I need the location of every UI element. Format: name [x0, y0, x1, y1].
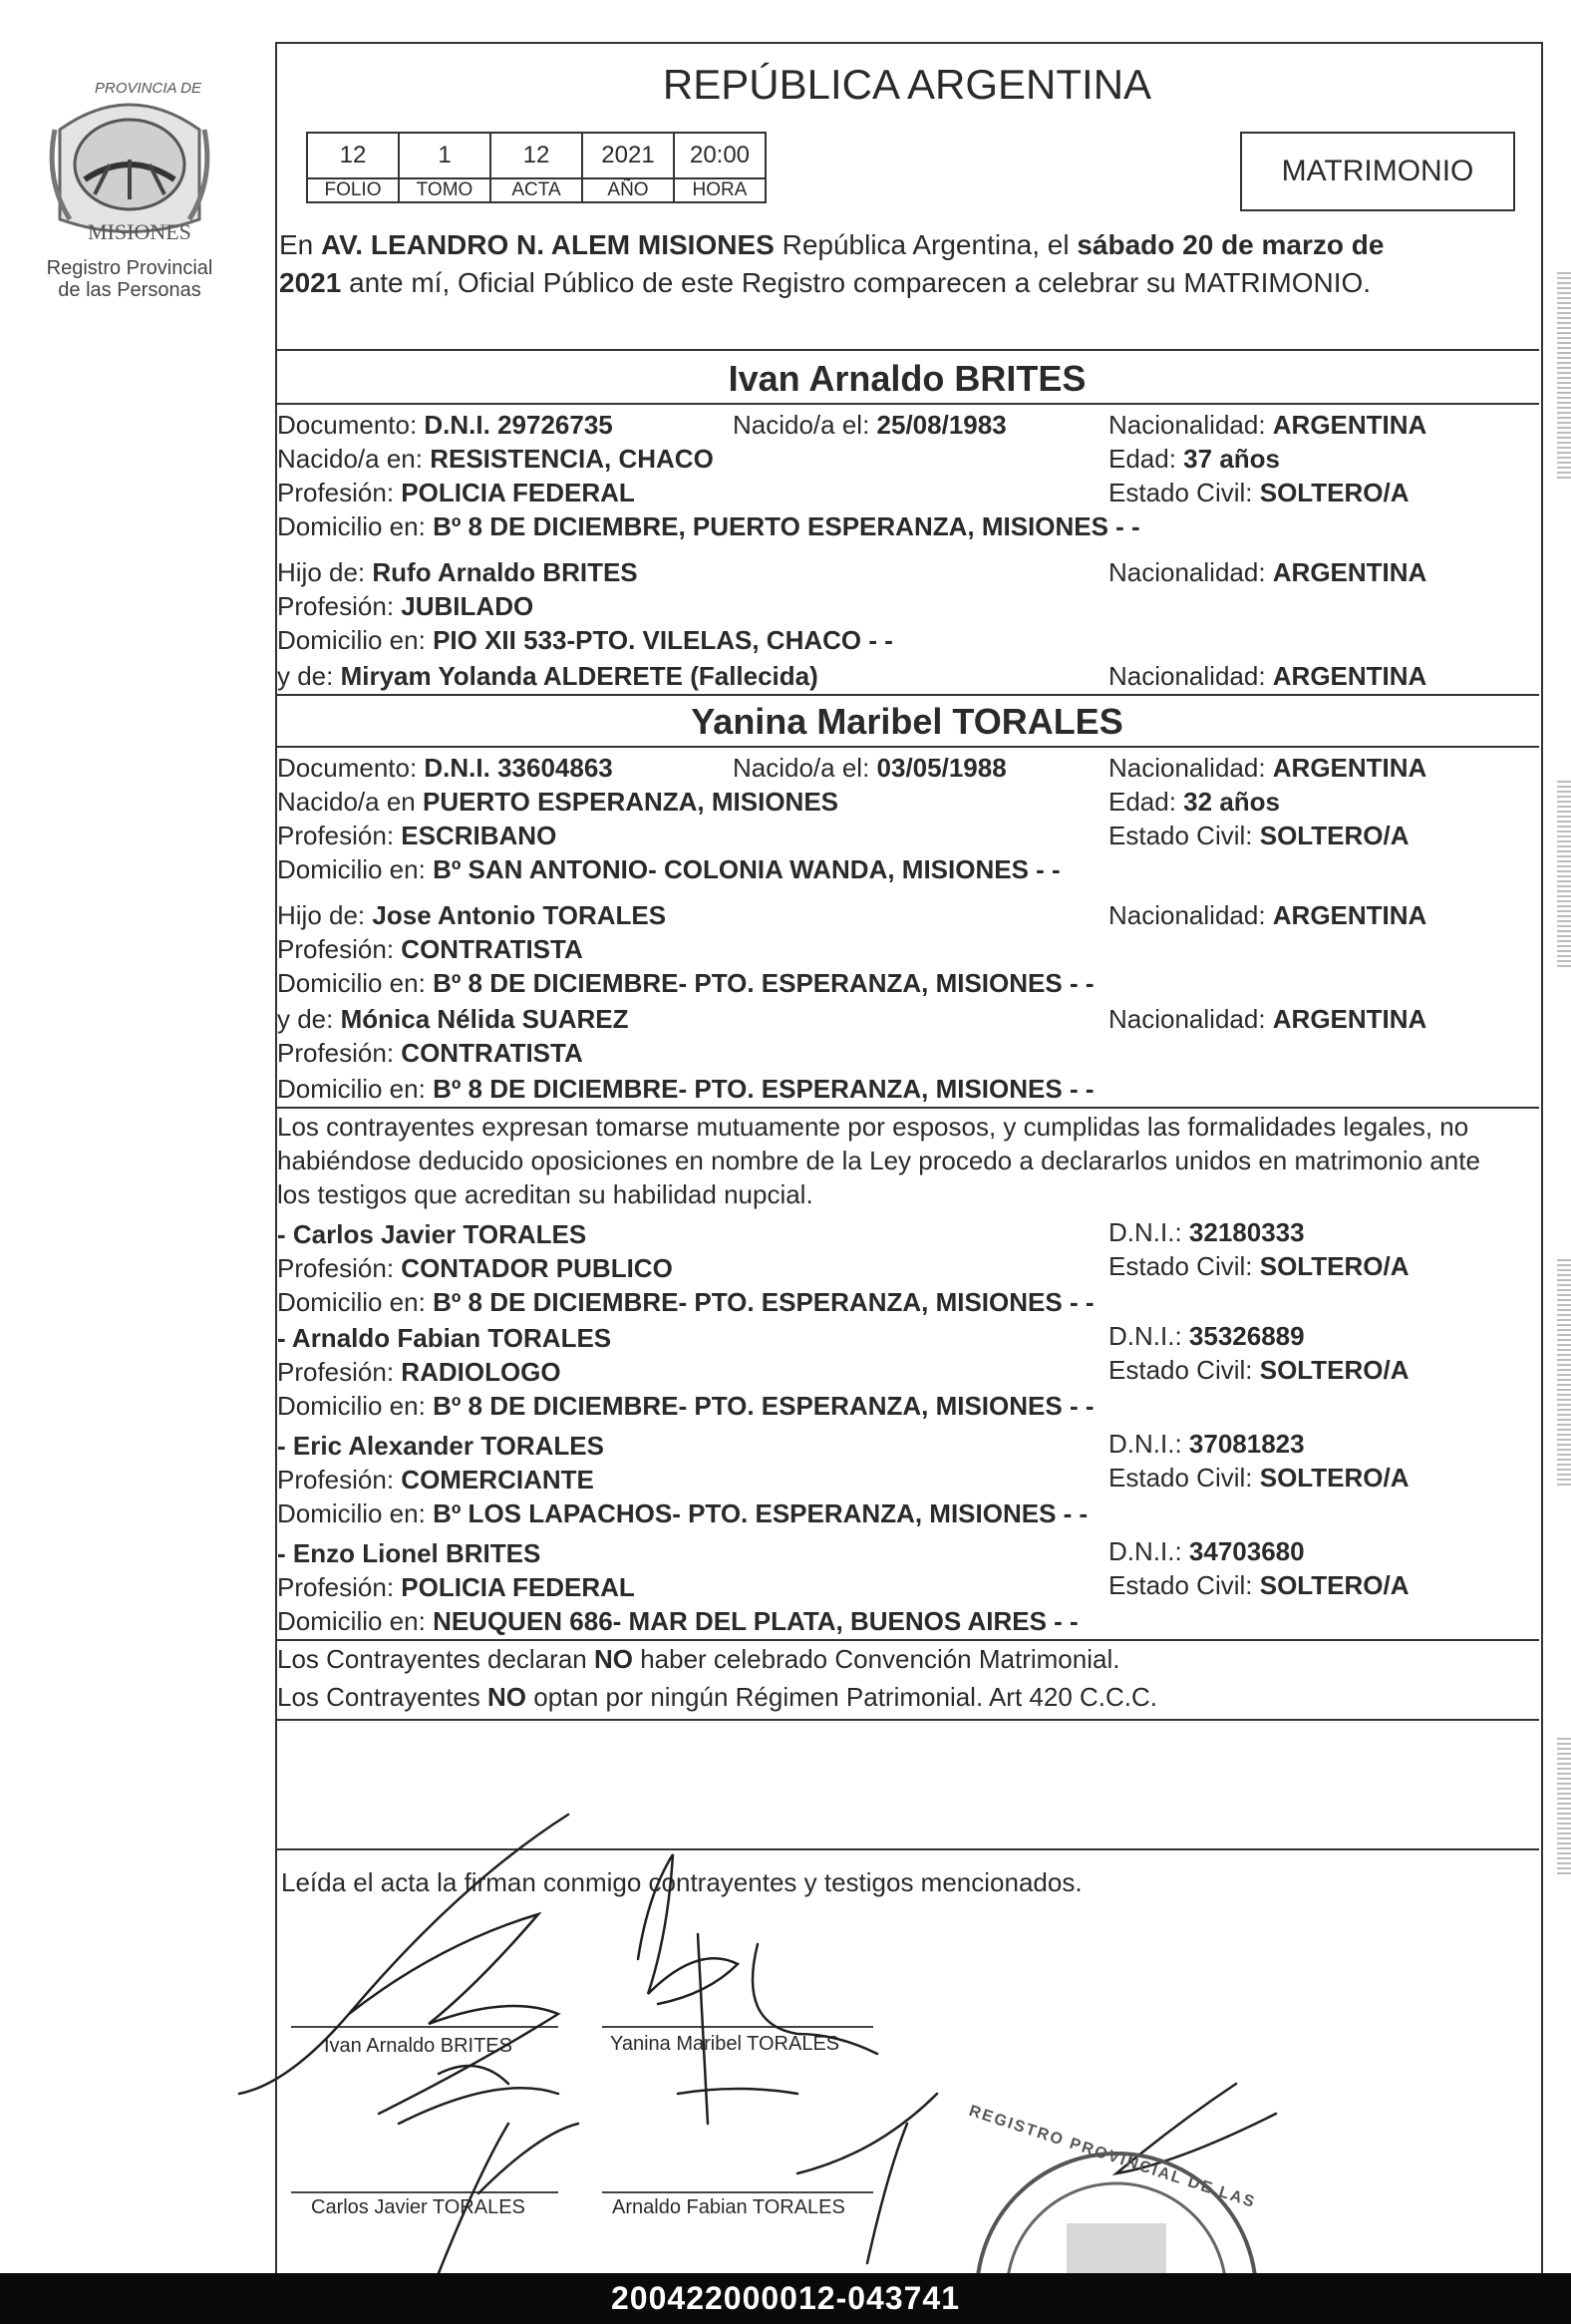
bride-civil-status: [1108, 820, 1409, 851]
label: Domicilio en:: [277, 1287, 434, 1317]
bride-birthdate: [733, 752, 1007, 784]
bride-profession-value: ESCRIBANO: [401, 821, 557, 850]
groom-age-value: 37 años: [1183, 444, 1280, 474]
tomo-label: TOMO: [399, 178, 490, 202]
groom-birthplace: [277, 443, 714, 475]
label: Domicilio en:: [277, 854, 434, 884]
groom-profession-value: POLICIA FEDERAL: [401, 478, 635, 507]
bride-nationality: [1108, 752, 1426, 784]
groom-nationality: [1108, 409, 1426, 441]
label: Estado Civil:: [1108, 478, 1260, 507]
witness-1-profession-value: CONTADOR PUBLICO: [401, 1253, 673, 1283]
scan-artifact: [1557, 1735, 1571, 1874]
label: Hijo de:: [277, 900, 373, 930]
intro-text-3: ante mí, Oficial Público de este Registro comparecen a celebrar su MATRIMONIO.: [341, 267, 1372, 298]
bride-mother-address: [277, 1073, 1094, 1105]
bride-age-value: 32 años: [1183, 787, 1280, 817]
witness-2-profession-value: RADIOLOGO: [401, 1357, 561, 1387]
label: Estado Civil:: [1108, 821, 1260, 850]
hour-label: HORA: [674, 178, 766, 202]
label: Estado Civil:: [1108, 1463, 1260, 1493]
bride-father-nationality-value: ARGENTINA: [1272, 900, 1427, 930]
negation: NO: [593, 1644, 633, 1674]
bride-father-profession-value: CONTRATISTA: [401, 934, 583, 964]
label: Nacionalidad:: [1108, 1004, 1273, 1034]
label: Nacido/a en:: [277, 444, 431, 474]
groom-dni: D.N.I. 29726735: [424, 410, 613, 440]
witness-4-name: - Enzo Lionel BRITES: [277, 1538, 541, 1568]
witness-3-address: [277, 1497, 1088, 1529]
witness-4-civil: [1108, 1569, 1409, 1601]
witness-2-profession: [277, 1356, 561, 1388]
groom-address-value: Bº 8 DE DICIEMBRE, PUERTO ESPERANZA, MISIONES - -: [433, 511, 1140, 541]
hour-value: 20:00: [674, 133, 766, 178]
groom-birthdate-value: 25/08/1983: [876, 410, 1007, 440]
label: y de:: [277, 661, 341, 691]
intro-text-1: En: [279, 229, 322, 260]
scan-artifact: [1557, 1256, 1571, 1486]
registry-meta-table: [306, 132, 767, 203]
bride-name-heading: Yanina Maribel TORALES: [691, 701, 1123, 742]
label: Nacionalidad:: [1108, 661, 1273, 691]
label: Estado Civil:: [1108, 1251, 1260, 1281]
label: Profesión:: [277, 934, 402, 964]
witness-4-profession: [277, 1571, 635, 1603]
bride-birthplace: [277, 786, 838, 818]
groom-age: [1108, 443, 1280, 475]
divider-groom-top: [275, 349, 1539, 351]
groom-father-address-value: PIO XII 533-PTO. VILELAS, CHACO - -: [433, 625, 893, 655]
record-type-box: [1240, 132, 1515, 211]
bride-birthplace-value: PUERTO ESPERANZA, MISIONES: [422, 787, 839, 817]
label: Nacionalidad:: [1108, 557, 1273, 587]
label: Edad:: [1108, 444, 1184, 474]
ceremony-date: sábado 20 de marzo de: [1077, 229, 1385, 260]
groom-name-heading: Ivan Arnaldo BRITES: [728, 358, 1087, 399]
label: Domicilio en:: [277, 1391, 434, 1421]
divider-bride-top: [275, 694, 1539, 696]
text: optan por ningún Régimen Patrimonial. Art 420 C.C.C.: [526, 1682, 1158, 1712]
label: Domicilio en:: [277, 1074, 434, 1104]
folio-label: FOLIO: [307, 178, 399, 202]
declaration-line-2: habiéndose deducido oposiciones en nombre de la Ley procedo a declararlos unidos en matrimonio ante: [277, 1146, 1480, 1175]
witness-4-dni: [1108, 1535, 1305, 1567]
label: D.N.I.:: [1108, 1217, 1189, 1247]
groom-nationality-value: ARGENTINA: [1272, 410, 1427, 440]
witness-3-name: - Eric Alexander TORALES: [277, 1431, 604, 1461]
groom-profession: [277, 477, 635, 508]
label: Profesión:: [277, 1465, 402, 1494]
groom-father-address: [277, 624, 893, 656]
bride-dni: D.N.I. 33604863: [424, 753, 613, 783]
signature-name-groom: Ivan Arnaldo BRITES: [324, 2035, 512, 2057]
declaration-line-3: los testigos que acreditan su habilidad nupcial.: [277, 1179, 813, 1209]
groom-mother-nationality-value: ARGENTINA: [1272, 661, 1427, 691]
groom-civil-value: SOLTERO/A: [1259, 478, 1410, 507]
bride-mother-nationality: [1108, 1003, 1426, 1035]
bride-father-address-value: Bº 8 DE DICIEMBRE- PTO. ESPERANZA, MISIONES - -: [433, 968, 1095, 998]
bride-mother-profession-value: CONTRATISTA: [401, 1038, 583, 1068]
witness-1-address-value: Bº 8 DE DICIEMBRE- PTO. ESPERANZA, MISIONES - -: [433, 1287, 1095, 1317]
witness-3-dni-value: 37081823: [1188, 1429, 1305, 1459]
label: Nacionalidad:: [1108, 410, 1273, 440]
scan-artifact: [1557, 778, 1571, 967]
witness-2-civil: [1108, 1354, 1409, 1386]
bride-mother-nationality-value: ARGENTINA: [1272, 1004, 1427, 1034]
divider-convention-bottom: [275, 1719, 1539, 1721]
label: Profesión:: [277, 1038, 402, 1068]
label: Profesión:: [277, 478, 402, 507]
groom-civil-status: [1108, 477, 1409, 508]
groom-document: [277, 409, 613, 441]
folio-value: 12: [307, 133, 399, 178]
label: Documento:: [277, 753, 425, 783]
bride-mother-address-value: Bº 8 DE DICIEMBRE- PTO. ESPERANZA, MISIONES - -: [433, 1074, 1095, 1104]
signature-name-witness-2: Arnaldo Fabian TORALES: [612, 2196, 845, 2218]
witness-4-address: [277, 1605, 1079, 1637]
bride-father: [277, 899, 666, 931]
label: Nacionalidad:: [1108, 900, 1273, 930]
bride-profession: [277, 820, 556, 851]
groom-father-profession: [277, 590, 533, 622]
label: Nacionalidad:: [1108, 753, 1273, 783]
text: haber celebrado Convención Matrimonial.: [632, 1644, 1120, 1674]
province-seal: [40, 70, 219, 249]
signature-name-bride: Yanina Maribel TORALES: [610, 2033, 840, 2055]
witness-3-profession-value: COMERCIANTE: [401, 1465, 594, 1494]
label: Domicilio en:: [277, 511, 434, 541]
year-label: AÑO: [582, 178, 674, 202]
witness-2-address-value: Bº 8 DE DICIEMBRE- PTO. ESPERANZA, MISIONES - -: [433, 1391, 1095, 1421]
year-value: 2021: [582, 133, 674, 178]
witness-1-dni: [1108, 1216, 1305, 1248]
registry-label: [20, 257, 239, 301]
tomo-value: 1: [399, 133, 490, 178]
scan-artifact: [1557, 269, 1571, 479]
text: Los Contrayentes: [277, 1682, 488, 1712]
witness-2-dni: [1108, 1320, 1305, 1352]
label: Domicilio en:: [277, 1498, 434, 1528]
label: Hijo de:: [277, 557, 373, 587]
bride-civil-value: SOLTERO/A: [1259, 821, 1410, 850]
bride-nationality-value: ARGENTINA: [1272, 753, 1427, 783]
witness-4-dni-value: 34703680: [1188, 1536, 1305, 1566]
divider-convention: [275, 1639, 1539, 1641]
intro-text-2: República Argentina, el: [774, 229, 1078, 260]
witness-1-civil-value: SOLTERO/A: [1259, 1251, 1410, 1281]
ceremony-year: 2021: [279, 267, 342, 298]
intro-line-1: [279, 227, 1384, 263]
groom-birthdate: [733, 409, 1007, 441]
divider-bride-name: [275, 746, 1539, 748]
convention-line-2: [277, 1681, 1157, 1713]
witness-1-name: - Carlos Javier TORALES: [277, 1219, 587, 1249]
handwritten-signatures: [179, 1795, 1326, 2273]
intro-line-2: [279, 265, 1371, 301]
groom-father-nationality: [1108, 556, 1426, 588]
bride-father-address: [277, 967, 1094, 999]
groom-birthplace-value: RESISTENCIA, CHACO: [430, 444, 714, 474]
label: y de:: [277, 1004, 341, 1034]
divider-declaration: [275, 1107, 1539, 1109]
bride-address-value: Bº SAN ANTONIO- COLONIA WANDA, MISIONES - -: [433, 854, 1061, 884]
divider-groom-name: [275, 403, 1539, 405]
acta-value: 12: [490, 133, 582, 178]
registry-label-line2: de las Personas: [58, 279, 201, 301]
label: Documento:: [277, 410, 425, 440]
groom-mother-nationality: [1108, 660, 1426, 692]
registry-label-line1: Registro Provincial: [46, 257, 213, 279]
label: Domicilio en:: [277, 1606, 434, 1636]
bride-document: [277, 752, 613, 784]
document-code: 200422000012-043741: [611, 2280, 960, 2316]
label: Nacido/a el:: [733, 410, 877, 440]
witness-1-dni-value: 32180333: [1188, 1217, 1305, 1247]
label: Edad:: [1108, 787, 1184, 817]
label: Profesión:: [277, 1572, 402, 1602]
label: D.N.I.:: [1108, 1429, 1189, 1459]
record-type: MATRIMONIO: [1281, 155, 1474, 187]
seal-top-text: PROVINCIA DE: [95, 80, 201, 97]
witness-1-civil: [1108, 1250, 1409, 1282]
witness-3-dni: [1108, 1428, 1305, 1460]
witness-2-address: [277, 1390, 1094, 1422]
text: Los Contrayentes declaran: [277, 1644, 594, 1674]
witness-2-civil-value: SOLTERO/A: [1259, 1355, 1410, 1385]
page-title: REPÚBLICA ARGENTINA: [662, 61, 1152, 108]
label: Nacido/a el:: [733, 753, 877, 783]
witness-2-dni-value: 35326889: [1188, 1321, 1305, 1351]
witness-3-civil-value: SOLTERO/A: [1259, 1463, 1410, 1493]
groom-father: [277, 556, 638, 588]
witness-4-address-value: NEUQUEN 686- MAR DEL PLATA, BUENOS AIRES - -: [433, 1606, 1079, 1636]
seal-bottom-text: MISIONES: [88, 219, 191, 244]
groom-father-nationality-value: ARGENTINA: [1272, 557, 1427, 587]
label: Nacido/a en: [277, 787, 423, 817]
bride-mother: [277, 1003, 629, 1035]
groom-mother-value: Miryam Yolanda ALDERETE (Fallecida): [340, 661, 818, 691]
label: Estado Civil:: [1108, 1570, 1260, 1600]
witness-4-civil-value: SOLTERO/A: [1259, 1570, 1410, 1600]
label: D.N.I.:: [1108, 1536, 1189, 1566]
groom-father-value: Rufo Arnaldo BRITES: [372, 557, 638, 587]
document-code-footer: [0, 2273, 1571, 2324]
witness-3-civil: [1108, 1462, 1409, 1494]
label: Profesión:: [277, 1357, 402, 1387]
witness-4-profession-value: POLICIA FEDERAL: [401, 1572, 635, 1602]
witness-3-address-value: Bº LOS LAPACHOS- PTO. ESPERANZA, MISIONES - -: [433, 1498, 1089, 1528]
official-stamp-icon: [977, 2154, 1256, 2273]
declaration-line-1: Los contrayentes expresan tomarse mutuamente por esposos, y cumplidas las formalidades legales, no: [277, 1112, 1469, 1142]
label: Profesión:: [277, 591, 402, 621]
bride-father-profession: [277, 933, 583, 965]
negation: NO: [487, 1682, 527, 1712]
bride-mother-profession: [277, 1037, 583, 1069]
bride-address: [277, 853, 1061, 885]
label: Domicilio en:: [277, 968, 434, 998]
stamp-text: REGISTRO PROVINCIAL DE LAS: [966, 2102, 1258, 2212]
bride-birthdate-value: 03/05/1988: [876, 753, 1007, 783]
closing-statement: Leída el acta la firman conmigo contrayentes y testigos mencionados.: [281, 1867, 1083, 1897]
witness-2-name: - Arnaldo Fabian TORALES: [277, 1323, 612, 1353]
witness-1-address: [277, 1286, 1094, 1318]
groom-address: [277, 510, 1140, 542]
label: D.N.I.:: [1108, 1321, 1189, 1351]
convention-line-1: [277, 1643, 1119, 1675]
groom-father-profession-value: JUBILADO: [401, 591, 534, 621]
bride-age: [1108, 786, 1280, 818]
label: Estado Civil:: [1108, 1355, 1260, 1385]
label: Domicilio en:: [277, 625, 434, 655]
groom-mother: [277, 660, 818, 692]
signature-name-witness-1: Carlos Javier TORALES: [311, 2196, 525, 2218]
bride-father-value: Jose Antonio TORALES: [372, 900, 667, 930]
label: Profesión:: [277, 1253, 402, 1283]
witness-1-profession: [277, 1252, 673, 1284]
witness-3-profession: [277, 1464, 594, 1495]
acta-label: ACTA: [490, 178, 582, 202]
ceremony-place: AV. LEANDRO N. ALEM MISIONES: [321, 229, 775, 260]
bride-mother-value: Mónica Nélida SUAREZ: [340, 1004, 629, 1034]
bride-father-nationality: [1108, 899, 1426, 931]
label: Profesión:: [277, 821, 402, 850]
